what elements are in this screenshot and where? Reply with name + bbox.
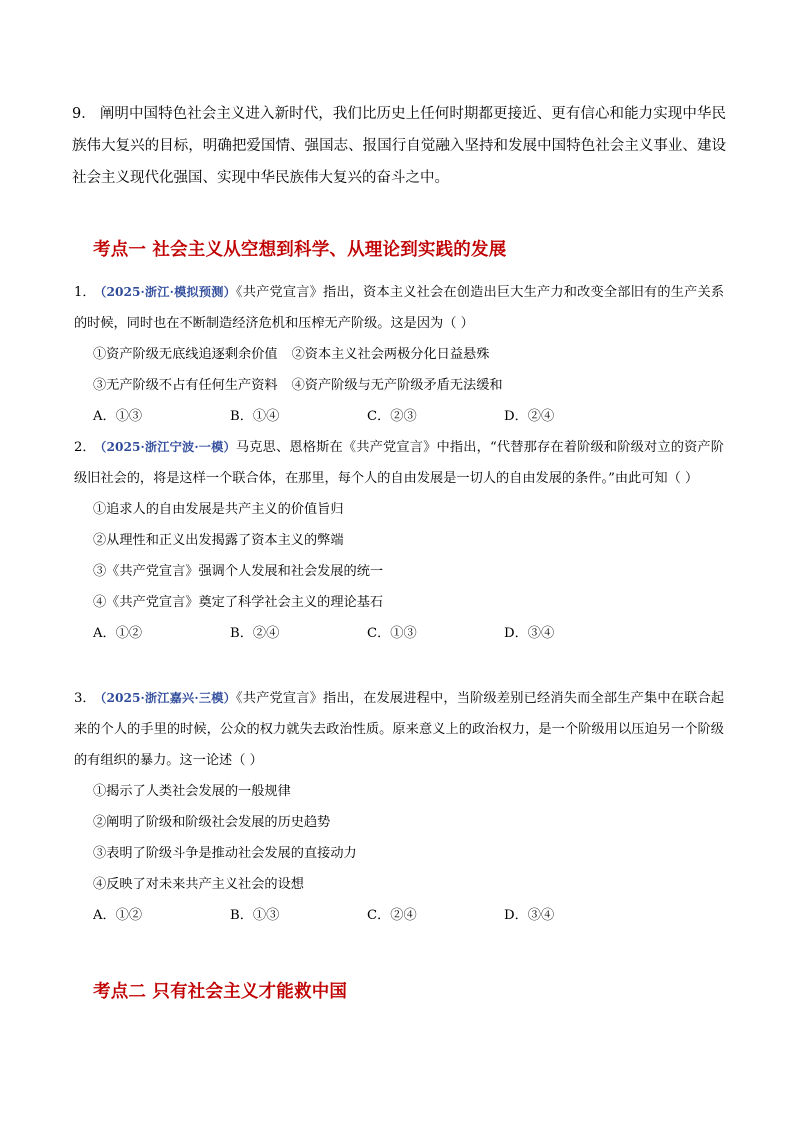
option-1: ①揭示了人类社会发展的一般规律: [93, 784, 291, 799]
answer-b: B．①④: [230, 409, 280, 424]
option-row: [74, 339, 724, 370]
item-9-paragraph: [72, 98, 726, 194]
answer-a: A．①②: [93, 626, 143, 641]
answer-choices: [74, 900, 724, 931]
answer-d: D．③④: [504, 626, 555, 641]
option-row: [74, 370, 724, 401]
option-2: ②从理性和正义出发揭露了资本主义的弊端: [93, 533, 344, 548]
option-3: ③《共产党宣言》强调个人发展和社会发展的统一: [93, 564, 384, 579]
option-2: ②资本主义社会两极分化日益悬殊: [291, 347, 490, 362]
answer-c: C．②③: [367, 409, 417, 424]
question-stem: [74, 432, 724, 494]
answer-c: C．②④: [367, 908, 417, 923]
option-3: ③无产阶级不占有任何生产资料: [93, 378, 278, 393]
option-1: ①资产阶级无底线追逐剩余价值: [93, 347, 278, 362]
item-9-number: 9．: [72, 106, 96, 122]
section-heading-2: 考点二 只有社会主义才能救中国: [93, 982, 348, 1002]
question-stem: [74, 277, 724, 339]
section-heading-1: 考点一 社会主义从空想到科学、从理论到实践的发展: [93, 240, 507, 260]
question-3: [74, 683, 724, 931]
answer-b: B．②④: [230, 626, 280, 641]
question-stem: [74, 683, 724, 776]
question-text: 《共产党宣言》指出，在发展进程中，当阶级差别已经消失而全部生产集中在联合起来的个人的手里的时候，公众的权力就失去政治性质。原来意义上的政治权力，是一个阶级用以压迫另一个阶级的有组织的暴力。这一论述（ ）: [74, 691, 725, 768]
question-source: （2025·浙江·模拟预测）: [94, 285, 236, 299]
question-number: 1．: [74, 285, 96, 300]
option-4: ④资产阶级与无产阶级矛盾无法缓和: [291, 378, 503, 393]
question-source: （2025·浙江嘉兴·三模）: [94, 691, 236, 705]
answer-choices: [74, 618, 724, 649]
option-1: ①追求人的自由发展是共产主义的价值旨归: [93, 502, 344, 517]
answer-d: D．②④: [504, 409, 555, 424]
option-4: ④反映了对未来共产主义社会的设想: [93, 877, 304, 892]
question-1: [74, 277, 724, 432]
question-number: 2．: [74, 440, 96, 455]
question-text: 马克思、恩格斯在《共产党宣言》中指出，“代替那存在着阶级和阶级对立的资产阶级旧社会的，将是这样一个联合体，在那里，每个人的自由发展是一切人的自由发展的条件。”由此可知（ ）: [74, 440, 724, 486]
answer-b: B．①③: [230, 908, 280, 923]
answer-a: A．①②: [93, 908, 143, 923]
option-4: ④《共产党宣言》奠定了科学社会主义的理论基石: [93, 595, 384, 610]
option-3: ③表明了阶级斗争是推动社会发展的直接动力: [93, 846, 357, 861]
answer-d: D．③④: [504, 908, 555, 923]
answer-choices: [74, 401, 724, 432]
question-source: （2025·浙江宁波·一模）: [94, 440, 236, 454]
option-2: ②阐明了阶级和阶级社会发展的历史趋势: [93, 815, 331, 830]
item-9-text: 阐明中国特色社会主义进入新时代，我们比历史上任何时期都更接近、更有信心和能力实现中华民族伟大复兴的目标，明确把爱国情、强国志、报国行自觉融入坚持和发展中国特色社会主义事业、建设社会主义现代化强国、实现中华民族伟大复兴的奋斗之中。: [72, 106, 726, 186]
question-2: [74, 432, 724, 649]
answer-c: C．①③: [367, 626, 417, 641]
question-number: 3．: [74, 691, 96, 706]
answer-a: A．①③: [93, 409, 143, 424]
question-text: 《共产党宣言》指出，资本主义社会在创造出巨大生产力和改变全部旧有的生产关系的时候，同时也在不断制造经济危机和压榨无产阶级。这是因为（ ）: [74, 285, 725, 331]
